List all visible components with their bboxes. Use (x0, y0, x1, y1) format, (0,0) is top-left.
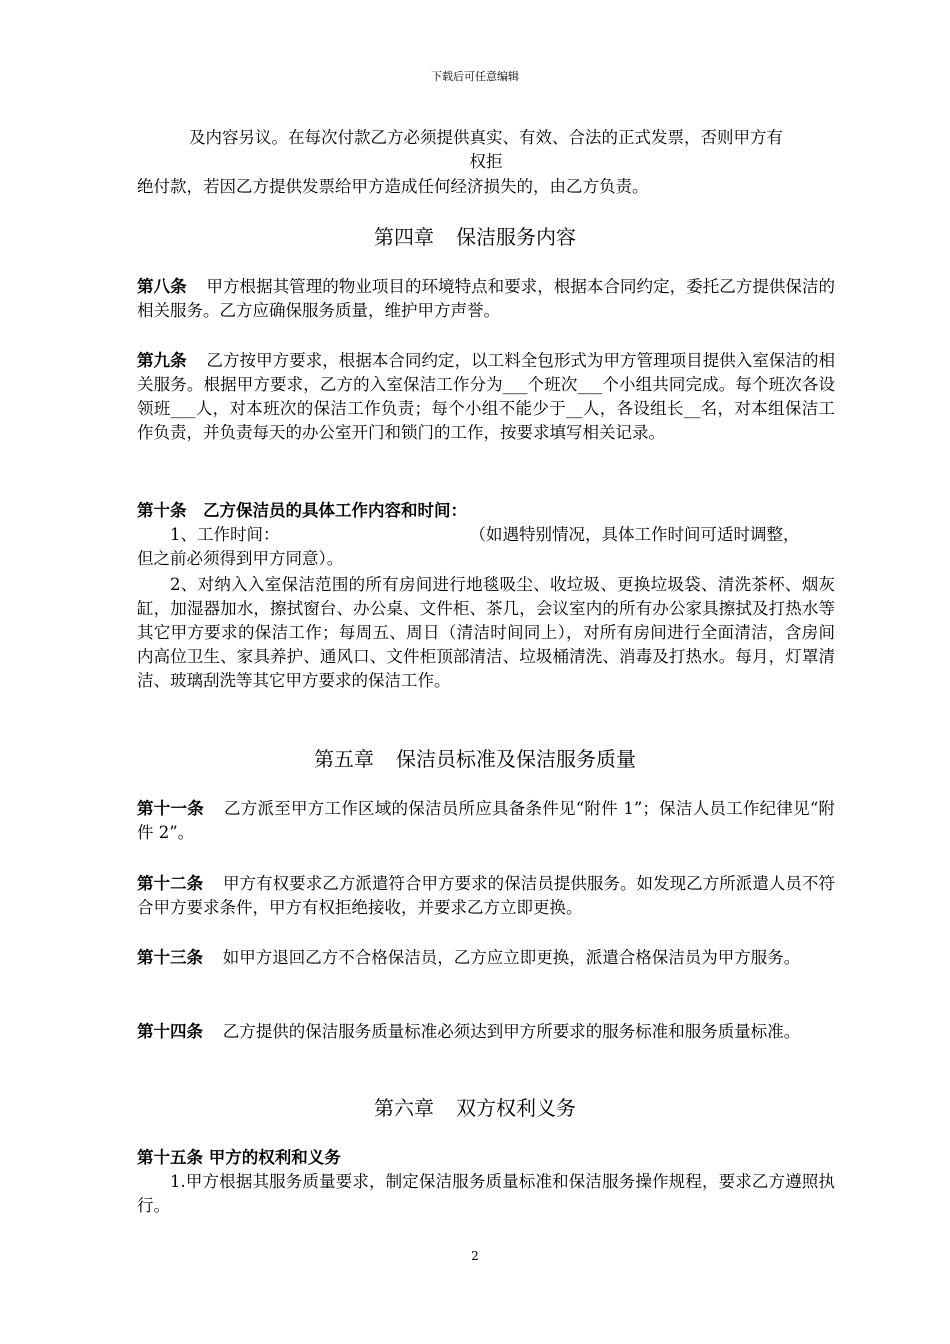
article-text: 甲方有权要求乙方派遣符合甲方要求的保洁员提供服务。如发现乙方所派遣人员不符合甲方要求条件，甲方有权拒绝接收，并要求乙方立即更换。 (137, 874, 836, 917)
page-number: 2 (471, 1249, 479, 1263)
article-10-item-1-cont: 但之前必须得到甲方同意）。 (137, 549, 344, 568)
page-header: 下载后可任意编辑 (431, 70, 519, 83)
intro-line-2: 权拒 (469, 152, 503, 171)
article-10-item-1 (137, 523, 835, 547)
chapter-6-heading (0, 1095, 950, 1121)
article-14 (137, 1020, 835, 1044)
article-text: 乙方派至甲方工作区域的保洁员所应具备条件见“附件 1”；保洁人员工作纪律见“附件 2”。 (137, 799, 835, 842)
article-text: 乙方按甲方要求，根据本合同约定，以工料全包形式为甲方管理项目提供入室保洁的相关服务。根据甲方要求，乙方的入室保洁工作分为___个班次___个小组共同完成。每个班次各设领班___人，对本班次的保洁工作负责；每个小组不能少于__人，各设组长__名，对本组保洁工作负责，并负责每天的办公室开门和锁门的工作，按要求填写相关记录。 (137, 351, 836, 442)
article-label: 第八条 (137, 277, 187, 296)
article-label: 第十三条 (137, 948, 203, 967)
article-text: 乙方提供的保洁服务质量标准必须达到甲方所要求的服务标准和服务质量标准。 (222, 1022, 801, 1041)
chapter-title: 双方权利义务 (456, 1096, 576, 1120)
article-8 (137, 275, 835, 323)
item-label: 1、工作时间： (170, 525, 280, 544)
chapter-number: 第四章 (374, 225, 434, 249)
article-text: 如甲方退回乙方不合格保洁员，乙方应立即更换，派遣合格保洁员为甲方服务。 (222, 948, 801, 967)
chapter-number: 第五章 (314, 747, 374, 771)
article-label: 第十一条 (137, 799, 204, 818)
article-11 (137, 797, 835, 845)
intro-line-3: 绝付款，若因乙方提供发票给甲方造成任何经济损失的，由乙方负责。 (137, 177, 649, 196)
article-13 (137, 946, 835, 970)
article-15-item-1: 1.甲方根据其服务质量要求，制定保洁服务质量标准和保洁服务操作规程，要求乙方遵照执行。 (137, 1172, 835, 1215)
article-12 (137, 872, 835, 920)
item-note: （如遇特别情况，具体工作时间可适时调整， (469, 525, 800, 544)
article-label: 第十二条 (137, 874, 204, 893)
chapter-number: 第六章 (374, 1096, 434, 1120)
article-label: 第十四条 (137, 1022, 203, 1041)
intro-line-1: 及内容另议。在每次付款乙方必须提供真实、有效、合法的正式发票，否则甲方有 (189, 128, 783, 147)
chapter-title: 保洁服务内容 (456, 225, 576, 249)
article-text: 甲方根据其管理的物业项目的环境特点和要求，根据本合同约定，委托乙方提供保洁的相关服务。乙方应确保服务质量，维护甲方声誉。 (137, 277, 836, 320)
article-label: 第九条 (137, 351, 187, 370)
article-9 (137, 349, 835, 445)
article-10-title: 第十条 乙方保洁员的具体工作内容和时间： (137, 501, 467, 520)
chapter-5-heading (0, 746, 950, 772)
article-10-item-2: 2、对纳入入室保洁范围的所有房间进行地毯吸尘、收垃圾、更换垃圾袋、清洗茶杯、烟灰缸，加湿器加水，擦拭窗台、办公桌、文件柜、茶几，会议室内的所有办公家具擦拭及打热水等其它甲方要求的保洁工作；每周五、周日（清洁时间同上），对所有房间进行全面清洁，含房间内高位卫生、家具养护、通风口、文件柜顶部清洁、垃圾桶清洗、消毒及打热水。每月，灯罩清洁、玻璃刮洗等其它甲方要求的保洁工作。 (137, 575, 835, 690)
article-15-title: 第十五条 甲方的权利和义务 (137, 1148, 341, 1167)
chapter-title: 保洁员标准及保洁服务质量 (396, 747, 636, 771)
chapter-4-heading (0, 224, 950, 250)
